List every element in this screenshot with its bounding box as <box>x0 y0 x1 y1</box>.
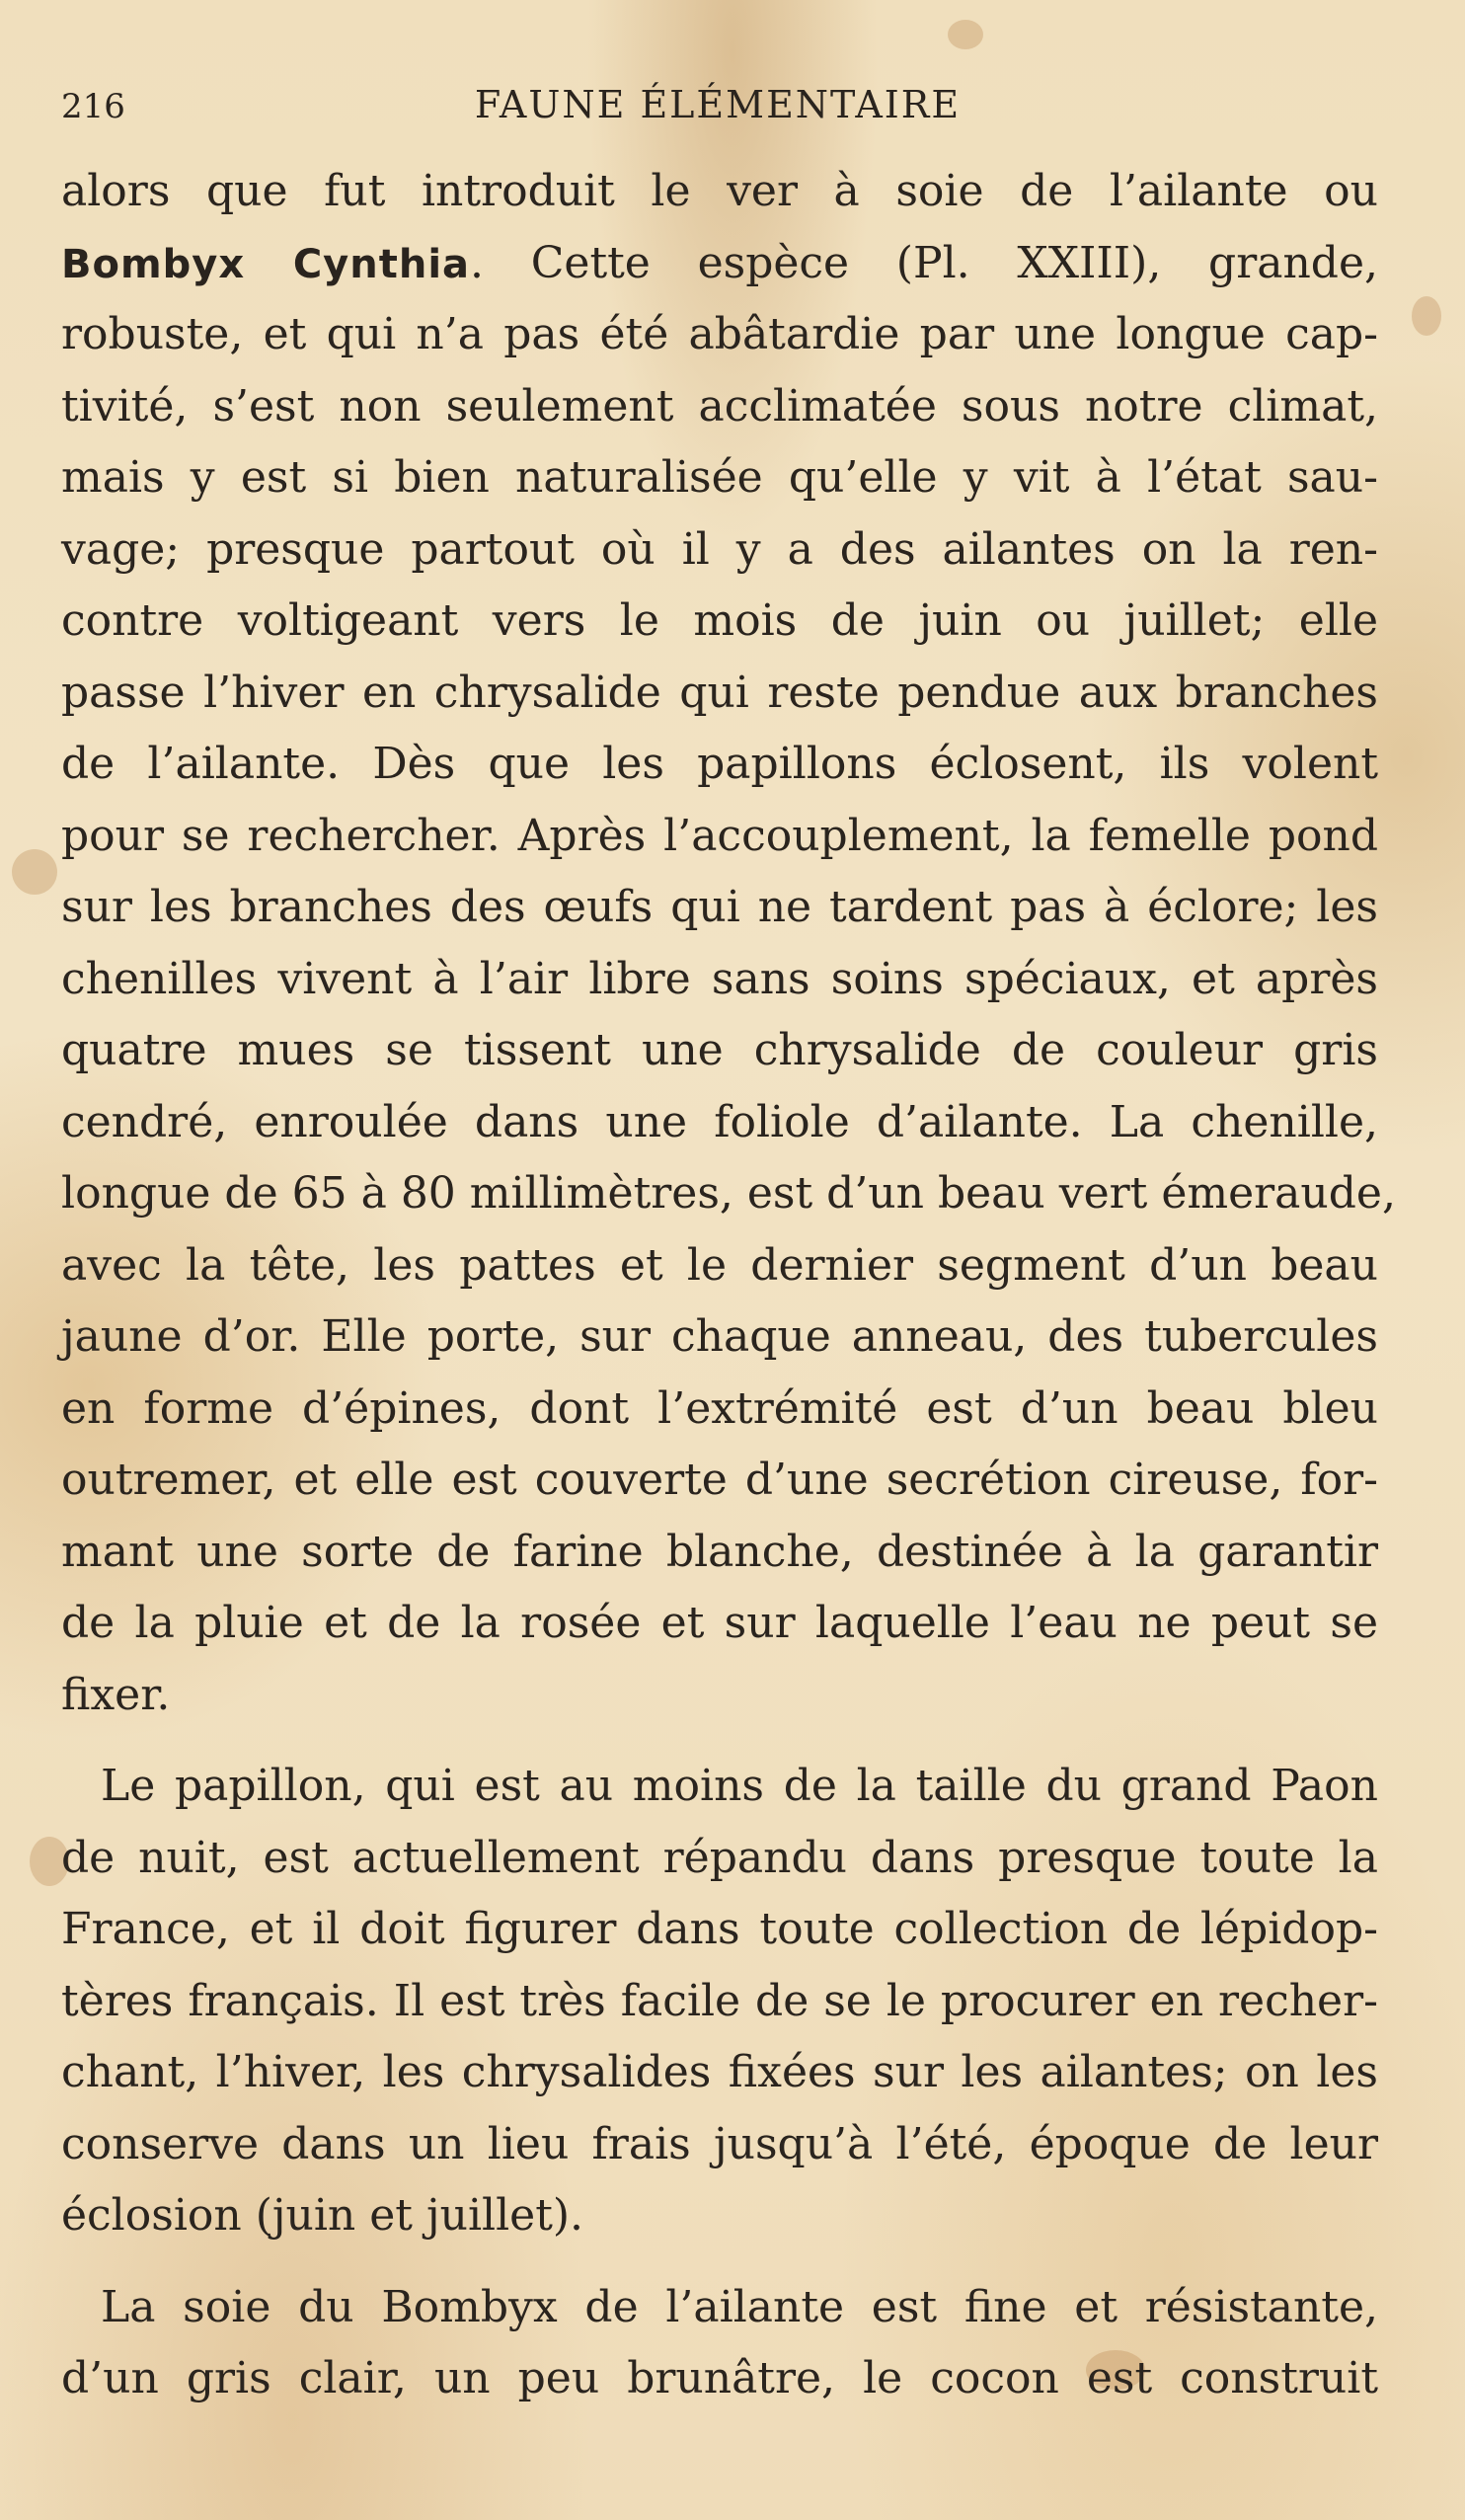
text-line: passe l’hiver en chrysalide qui reste pendue aux branches <box>61 667 1378 718</box>
text-line: chenilles vivent à l’air libre sans soins spéciaux, et après <box>61 953 1378 1004</box>
text-line: mant une sorte de farine blanche, destinée à la garantir <box>61 1526 1378 1577</box>
text-line: La soie du Bombyx de l’ailante est fine et résistante, <box>101 2281 1378 2332</box>
text-line: Le papillon, qui est au moins de la taille du grand Paon <box>101 1761 1378 1811</box>
text-line: avec la tête, les pattes et le dernier segment d’un beau <box>61 1239 1378 1291</box>
text-line: quatre mues se tissent une chrysalide de couleur gris <box>61 1025 1378 1075</box>
text-line: alors que fut introduit le ver à soie de l’ailante ou <box>61 166 1378 216</box>
text-line: de l’ailante. Dès que les papillons éclosent, ils volent <box>61 739 1378 789</box>
text-line: jaune d’or. Elle porte, sur chaque anneau, des tubercules <box>61 1311 1378 1362</box>
text-line: outremer, et elle est couverte d’une secrétion cireuse, for- <box>61 1455 1378 1505</box>
text-line: d’un gris clair, un peu brunâtre, le cocon est construit <box>61 2353 1378 2403</box>
body-text <box>61 156 1396 2415</box>
text-line: en forme d’épines, dont l’extrémité est d’un beau bleu <box>61 1382 1378 1434</box>
text-line: France, et il doit figurer dans toute collection de lépidop- <box>61 1904 1378 1954</box>
text-line: éclosion (juin et juillet). <box>61 2190 584 2241</box>
text-line: conserve dans un lieu frais jusqu’à l’été, époque de leur <box>61 2118 1378 2169</box>
page-number: 216 <box>61 87 125 126</box>
text-line: tivité, s’est non seulement acclimatée sous notre climat, <box>61 380 1378 432</box>
running-title: FAUNE ÉLÉMENTAIRE <box>474 83 962 126</box>
foxing-stain <box>12 849 57 895</box>
text-line: mais y est si bien naturalisée qu’elle y vit à l’état sau- <box>61 452 1378 503</box>
text-line: de la pluie et de la rosée et sur laquelle l’eau ne peut se <box>61 1598 1378 1648</box>
text-line <box>61 228 1378 300</box>
text-line: cendré, enroulée dans une foliole d’ailante. La chenille, <box>61 1096 1378 1147</box>
paragraph-gap <box>61 1731 1378 1751</box>
text-line: sur les branches des œufs qui ne tardent pas à éclore; les <box>61 882 1378 932</box>
foxing-stain <box>948 20 983 49</box>
foxing-stain <box>1412 296 1441 336</box>
text-line: pour se rechercher. Après l’accouplement, la femelle pond <box>61 810 1378 861</box>
text-line: robuste, et qui n’a pas été abâtardie par une longue cap- <box>61 309 1378 359</box>
page-header <box>61 77 1374 136</box>
text-line: vage; presque partout où il y a des ailantes on la ren- <box>61 523 1378 575</box>
text-line: contre voltigeant vers le mois de juin ou juillet; elle <box>61 595 1378 646</box>
paragraph-gap <box>61 2252 1378 2272</box>
text-line: de nuit, est actuellement répandu dans presque toute la <box>61 1832 1378 1883</box>
text-line: chant, l’hiver, les chrysalides fixées sur les ailantes; on les <box>61 2047 1378 2097</box>
species-name: Bombyx Cynthia <box>61 241 471 287</box>
text-line: fixer. <box>61 1669 171 1720</box>
text-line: longue de 65 à 80 millimètres, est d’un beau vert émeraude, <box>61 1168 1396 1219</box>
text-line: tères français. Il est très facile de se le procurer en recher- <box>61 1975 1378 2026</box>
text-line-rest: . Cette espèce (Pl. XXIII), grande, <box>470 237 1378 288</box>
